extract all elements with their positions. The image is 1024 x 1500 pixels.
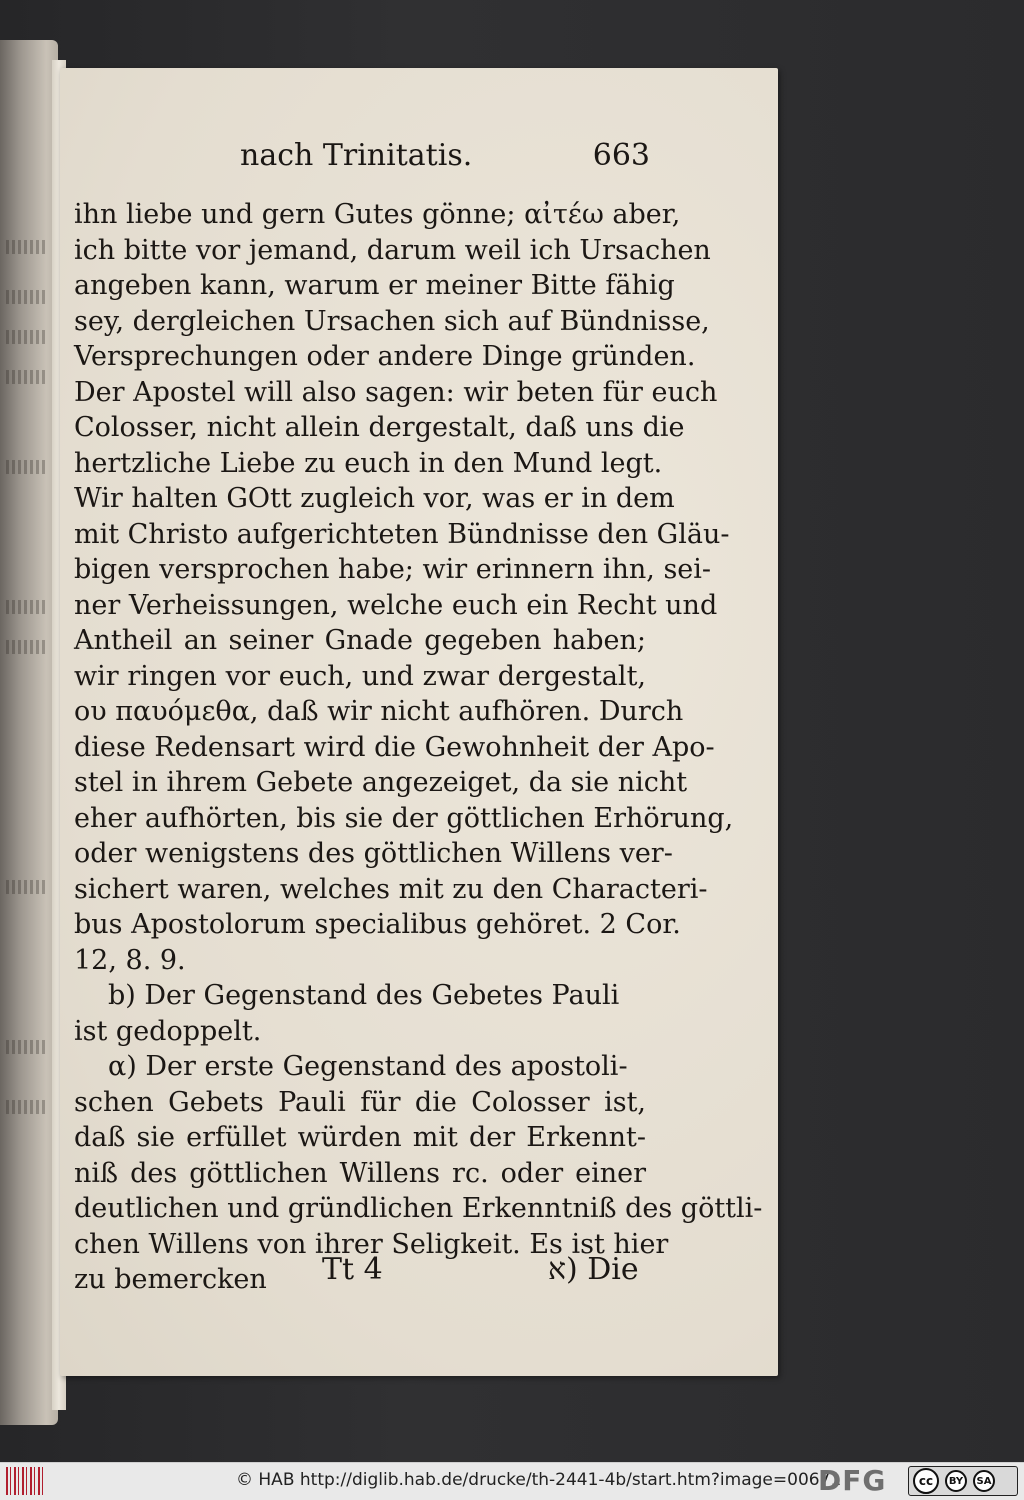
running-title: nach Trinitatis.	[240, 138, 473, 173]
cc-icon: cc	[913, 1468, 939, 1494]
text-line: ου παυόμεθα, daß wir nicht aufhören. Durch	[74, 696, 684, 727]
text-line: niß des göttlichen Willens rc. oder einer	[74, 1157, 646, 1189]
text-line: schen Gebets Pauli für die Colosser ist,	[74, 1086, 646, 1118]
text-line: eher aufhörten, bis sie der göttlichen Erhörung,	[74, 802, 734, 834]
text-line: diese Redensart wird die Gewohnheit der Apo-	[74, 731, 715, 763]
attribution-icon: BY	[945, 1470, 967, 1492]
text-line: Colosser, nicht allein dergestalt, daß uns die	[74, 412, 685, 443]
page-number: 663	[592, 138, 650, 173]
show-through-text	[6, 1100, 46, 1114]
text-line: hertzliche Liebe zu euch in den Mund legt.	[74, 447, 663, 479]
text-line: sichert waren, welches mit zu den Characteri-	[74, 873, 708, 905]
text-line: Versprechungen oder andere Dinge gründen.	[74, 341, 696, 372]
text-line: ich bitte vor jemand, darum weil ich Ursachen	[74, 234, 711, 266]
text-line: α) Der erste Gegenstand des apostoli-	[108, 1051, 628, 1082]
show-through-text	[6, 240, 46, 254]
show-through-text	[6, 290, 46, 304]
text-line: stel in ihrem Gebete angezeiget, da sie nicht	[74, 767, 688, 798]
copyright-link[interactable]: © HAB http://diglib.hab.de/drucke/th-2441-4b/start.htm?image=00671	[236, 1470, 842, 1490]
text-line: ist gedoppelt.	[74, 1015, 262, 1047]
show-through-text	[6, 880, 46, 894]
text-line: ihn liebe und gern Gutes gönne; αἰτέω aber,	[74, 199, 681, 230]
show-through-text	[6, 370, 46, 384]
show-through-text	[6, 460, 46, 474]
text-line: deutlichen und gründlichen Erkenntniß des göttli-	[74, 1193, 763, 1224]
show-through-text	[6, 640, 46, 654]
dfg-logo[interactable]: DFG	[818, 1464, 887, 1497]
cc-license-badge[interactable]	[908, 1466, 1018, 1496]
text-line: mit Christo aufgerichteten Bündnisse den Gläu-	[74, 518, 730, 550]
text-line: oder wenigstens des göttlichen Willens ver-	[74, 838, 673, 869]
share-alike-icon: SA	[973, 1470, 995, 1492]
show-through-text	[6, 1040, 46, 1054]
facing-page-edge	[0, 40, 58, 1425]
text-line: daß sie erfüllet würden mit der Erkennt-	[74, 1122, 646, 1153]
show-through-text	[6, 600, 46, 614]
signature-mark: Tt 4	[322, 1252, 383, 1287]
body-text	[74, 197, 763, 1298]
viewer-footer	[0, 1462, 1024, 1500]
text-line: 12, 8. 9.	[74, 944, 186, 976]
barcode-icon	[6, 1467, 44, 1495]
text-line: sey, dergleichen Ursachen sich auf Bündnisse,	[74, 305, 710, 337]
text-line: wir ringen vor euch, und zwar dergestalt,	[74, 660, 646, 692]
text-line: Antheil an seiner Gnade gegeben haben;	[74, 625, 646, 656]
text-line: Wir halten GOtt zugleich vor, was er in dem	[74, 483, 675, 514]
text-line: Der Apostel will also sagen: wir beten für euch	[74, 376, 718, 408]
show-through-text	[6, 330, 46, 344]
text-line: bus Apostolorum specialibus gehöret. 2 Cor.	[74, 909, 681, 940]
text-line: angeben kann, warum er meiner Bitte fähig	[74, 270, 675, 301]
text-line: ner Verheissungen, welche euch ein Recht und	[74, 589, 718, 621]
text-line: bigen versprochen habe; wir erinnern ihn, sei-	[74, 554, 712, 585]
page-header	[240, 138, 650, 178]
catchword: א) Die	[548, 1252, 639, 1287]
text-line: b) Der Gegenstand des Gebetes Pauli	[108, 980, 620, 1011]
text-line: zu bemercken	[74, 1264, 267, 1295]
text-line: chen Willens von ihrer Seligkeit. Es ist hier	[74, 1228, 669, 1260]
